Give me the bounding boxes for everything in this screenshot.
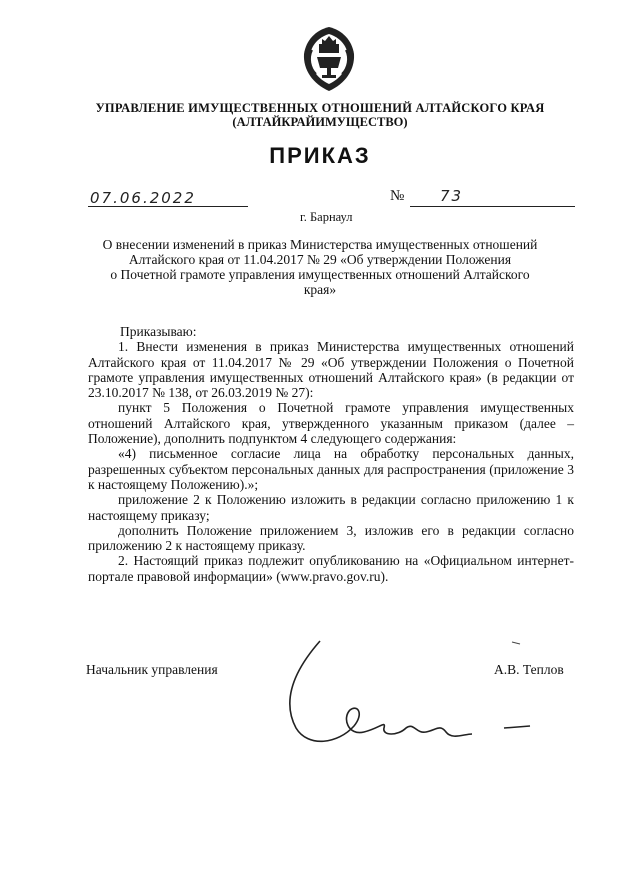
order-date: 07.06.2022 [90, 189, 196, 207]
subject-line: о Почетной грамоте управления имущественных отношений Алтайского [110, 267, 530, 282]
body-paragraph: пункт 5 Положения о Почетной грамоте управления имущественных отношений Алтайского края, утвержденного указанным приказом (далее – Положение), дополнить подпунктом 4 следующего содержания: [88, 400, 574, 447]
altai-krai-coat-of-arms-icon [298, 24, 360, 94]
subject-line: Алтайского края от 11.04.2017 № 29 «Об утверждении Положения [128, 252, 512, 267]
body-paragraph: дополнить Положение приложением 3, изложив его в редакции согласно приложению 2 к настоящему приказу. [88, 522, 574, 554]
number-underline [410, 206, 575, 207]
document-title: ПРИКАЗ [269, 143, 371, 168]
body-paragraph: 2. Настоящий приказ подлежит опубликованию на «Официальном интернет-портале правовой информации» (www.pravo.gov.ru). [88, 553, 574, 584]
date-underline [88, 206, 248, 207]
body-paragraph: приложение 2 к Положению изложить в редакции согласно приложению 1 к настоящему приказу; [88, 492, 574, 523]
order-subject [60, 237, 580, 297]
order-body [88, 324, 574, 584]
signatory-name: А.В. Теплов [494, 662, 564, 677]
body-paragraph: 1. Внести изменения в приказ Министерства имущественных отношений Алтайского края от 11.04.2017 № 29 «Об утверждении Положения о Почетной грамоте управления имущественных отношений Алтайского края» (в редакции от 23.10.2017 № 138, от 26.03.2019 № 27): [88, 339, 574, 401]
body-paragraph: «4) письменное согласие лица на обработку персональных данных, разрешенных субъектом персональных данных для распространения (приложение 3 к настоящему Положению).»; [88, 446, 574, 492]
organization-short-name: (АЛТАЙКРАЙИМУЩЕСТВО) [232, 115, 408, 129]
city: г. Барнаул [300, 210, 353, 224]
order-number: 73 [440, 187, 464, 205]
subject-line: края» [303, 282, 337, 297]
organization-name: УПРАВЛЕНИЕ ИМУЩЕСТВЕННЫХ ОТНОШЕНИЙ АЛТАЙСКОГО КРАЯ [95, 101, 545, 115]
subject-line: О внесении изменений в приказ Министерства имущественных отношений [102, 237, 538, 252]
order-intro: Приказываю: [120, 324, 197, 339]
signatory-position: Начальник управления [86, 662, 218, 677]
number-label: № [390, 188, 405, 204]
handwritten-signature [268, 636, 568, 756]
